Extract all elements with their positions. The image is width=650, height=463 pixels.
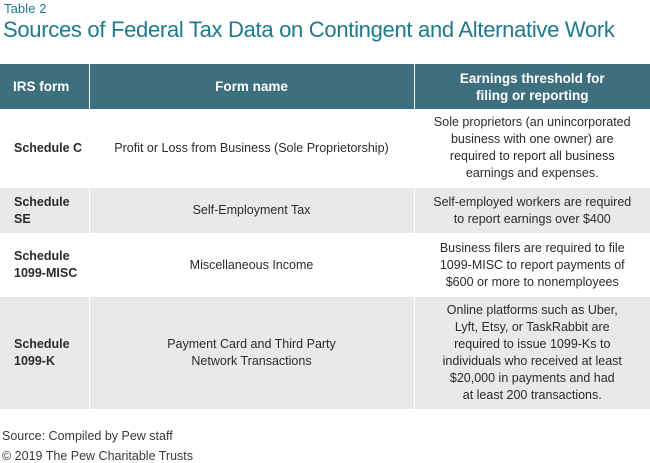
- copyright-note: © 2019 The Pew Charitable Trusts: [2, 449, 194, 463]
- header-row: [0, 64, 650, 109]
- header-threshold: Earnings threshold for filing or reporting: [414, 64, 650, 109]
- irs-form-cell: Schedule C: [0, 109, 89, 188]
- header-form-name: Form name: [89, 64, 414, 109]
- header-irs-form: IRS form: [0, 64, 89, 109]
- threshold-cell: Self-employed workers are required to report earnings over $400: [414, 188, 650, 234]
- table-header: [0, 64, 650, 109]
- form-name-cell: Miscellaneous Income: [89, 234, 414, 297]
- form-name-cell: Self-Employment Tax: [89, 188, 414, 234]
- source-note: Source: Compiled by Pew staff: [2, 429, 173, 443]
- table-row: [0, 297, 650, 410]
- table-row: [0, 234, 650, 297]
- threshold-cell: Online platforms such as Uber, Lyft, Etsy, or TaskRabbit are required to issue 1099-Ks to individuals who received at least $20,000 in payments and had at least 200 transactions.: [414, 297, 650, 410]
- tax-data-table: [0, 64, 650, 410]
- table-title: Sources of Federal Tax Data on Contingent and Alternative Work: [3, 17, 615, 42]
- threshold-cell: Business filers are required to file 1099-MISC to report payments of $600 or more to nonemployees: [414, 234, 650, 297]
- table-row: [0, 109, 650, 188]
- table-row: [0, 188, 650, 234]
- irs-form-cell: Schedule 1099-K: [0, 297, 89, 410]
- form-name-cell: Profit or Loss from Business (Sole Proprietorship): [89, 109, 414, 188]
- threshold-cell: Sole proprietors (an unincorporated business with one owner) are required to report all business earnings and expenses.: [414, 109, 650, 188]
- table-body: [0, 109, 650, 410]
- form-name-cell: Payment Card and Third Party Network Transactions: [89, 297, 414, 410]
- irs-form-cell: Schedule SE: [0, 188, 89, 234]
- irs-form-cell: Schedule 1099-MISC: [0, 234, 89, 297]
- table-label: Table 2: [4, 1, 47, 16]
